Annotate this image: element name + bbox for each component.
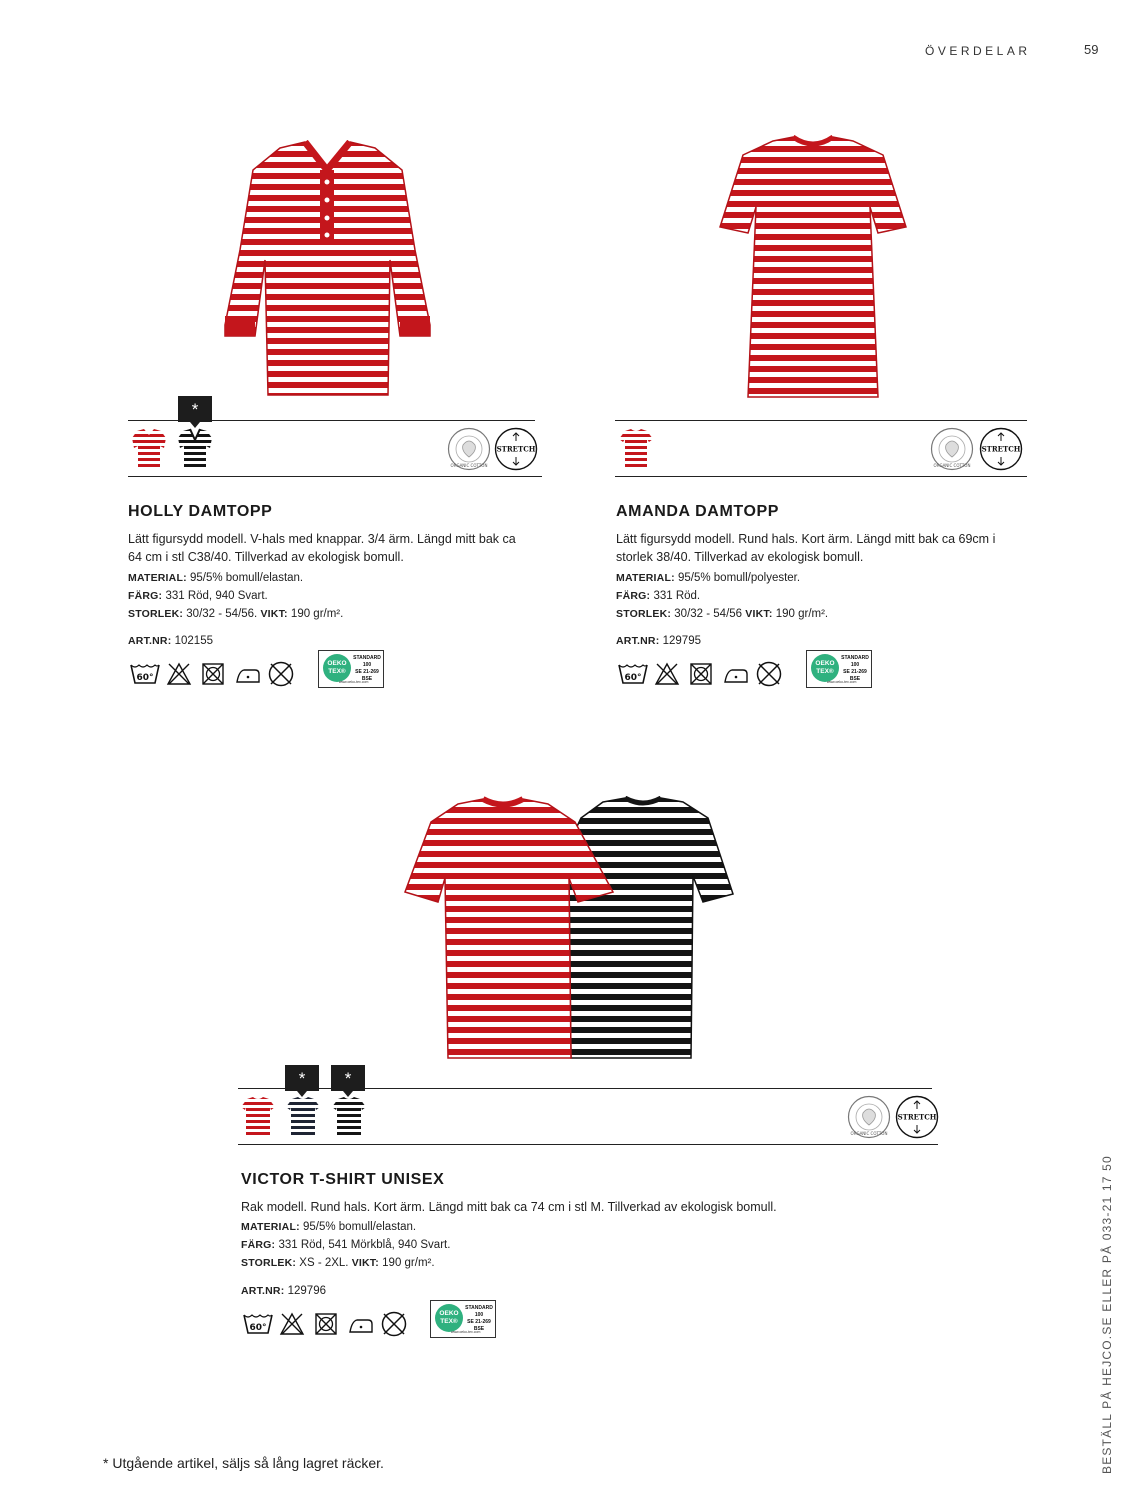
page-number: 59	[1084, 42, 1099, 57]
no-dry-clean-icon	[755, 660, 783, 688]
victor-title: VICTOR T-SHIRT UNISEX	[241, 1171, 445, 1188]
victor-black-discontinued-star: *	[331, 1065, 365, 1091]
amanda-bottom-rule	[615, 476, 1027, 477]
svg-text:60°: 60°	[249, 1323, 267, 1333]
wash-60-icon	[618, 662, 648, 686]
holly-discontinued-star: *	[178, 396, 212, 422]
no-dry-clean-icon	[380, 1310, 408, 1338]
victor-bottom-rule	[238, 1144, 938, 1145]
amanda-care-icons	[616, 656, 806, 692]
svg-text:ORGANIC COTTON: ORGANIC COTTON	[933, 463, 971, 468]
order-side-text: BESTÄLL PÅ HEJCO.SE ELLER PÅ 033-21 17 50	[1100, 1155, 1114, 1474]
svg-text:STRETCH: STRETCH	[496, 444, 536, 454]
amanda-description: Lätt figursydd modell. Rund hals. Kort ärm. Längd mitt bak ca 69cm i storlek 38/40. Tillverkad av ekologisk bomull.	[616, 532, 996, 564]
organic-cotton-badge-icon	[847, 1095, 891, 1139]
iron-low-icon	[722, 662, 750, 686]
organic-cotton-badge-icon	[447, 427, 491, 471]
stretch-badge-icon	[979, 427, 1023, 471]
victor-product-image	[403, 796, 738, 1061]
holly-care-icons	[128, 656, 318, 692]
wash-60-icon	[130, 662, 160, 686]
organic-cotton-badge-icon	[930, 427, 974, 471]
svg-text:STRETCH: STRETCH	[981, 444, 1021, 454]
amanda-color: FÄRG: 331 Röd.	[616, 590, 701, 602]
holly-color: FÄRG: 331 Röd, 940 Svart.	[128, 590, 268, 602]
wash-60-icon	[243, 1312, 273, 1336]
no-tumble-dry-icon	[314, 1312, 338, 1336]
holly-article-number: ART.NR: 102155	[128, 635, 213, 647]
holly-oeko-tex-badge: OEKO TEX® STANDARD 100 SE 21-269 BSE www.oeko-tex.com	[318, 650, 384, 688]
victor-care-icons	[241, 1306, 431, 1342]
no-dry-clean-icon	[267, 660, 295, 688]
amanda-article-number: ART.NR: 129795	[616, 635, 701, 647]
section-label: ÖVERDELAR	[925, 44, 1031, 58]
no-bleach-icon	[279, 1312, 305, 1336]
amanda-material: MATERIAL: 95/5% bomull/polyester.	[616, 572, 801, 584]
holly-swatch-red[interactable]	[131, 428, 167, 468]
holly-material: MATERIAL: 95/5% bomull/elastan.	[128, 572, 304, 584]
victor-article-number: ART.NR: 129796	[241, 1285, 326, 1297]
discontinued-footnote: * Utgående artikel, säljs så lång lagret räcker.	[103, 1455, 384, 1471]
victor-swatch-red[interactable]	[240, 1096, 276, 1136]
amanda-top-rule	[615, 420, 1027, 421]
amanda-title: AMANDA DAMTOPP	[616, 503, 780, 520]
victor-navy-discontinued-star: *	[285, 1065, 319, 1091]
no-bleach-icon	[654, 662, 680, 686]
svg-text:60°: 60°	[624, 673, 642, 683]
amanda-size-weight: STORLEK: 30/32 - 54/56 VIKT: 190 gr/m².	[616, 608, 829, 620]
amanda-product-image	[718, 135, 908, 400]
no-tumble-dry-icon	[201, 662, 225, 686]
holly-title: HOLLY DAMTOPP	[128, 503, 273, 520]
victor-oeko-tex-badge: OEKO TEX® STANDARD 100 SE 21-269 BSE www.oeko-tex.com	[430, 1300, 496, 1338]
svg-text:60°: 60°	[136, 673, 154, 683]
amanda-oeko-tex-badge: OEKO TEX® STANDARD 100 SE 21-269 BSE www.oeko-tex.com	[806, 650, 872, 688]
holly-swatch-black[interactable]	[177, 428, 213, 468]
no-bleach-icon	[166, 662, 192, 686]
victor-size-weight: STORLEK: XS - 2XL. VIKT: 190 gr/m².	[241, 1257, 435, 1269]
holly-description: Lätt figursydd modell. V-hals med knappar. 3/4 ärm. Längd mitt bak ca 64 cm i stl C38/40. Tillverkad av ekologisk bomull.	[128, 532, 516, 564]
amanda-swatch-red[interactable]	[618, 428, 654, 468]
victor-material: MATERIAL: 95/5% bomull/elastan.	[241, 1221, 417, 1233]
victor-color: FÄRG: 331 Röd, 541 Mörkblå, 940 Svart.	[241, 1239, 451, 1251]
svg-text:ORGANIC COTTON: ORGANIC COTTON	[850, 1131, 888, 1136]
stretch-badge-icon	[895, 1095, 939, 1139]
stretch-badge-icon	[494, 427, 538, 471]
no-tumble-dry-icon	[689, 662, 713, 686]
holly-product-image	[220, 140, 435, 400]
iron-low-icon	[347, 1312, 375, 1336]
svg-text:ORGANIC COTTON: ORGANIC COTTON	[450, 463, 488, 468]
svg-text:STRETCH: STRETCH	[897, 1112, 937, 1122]
holly-bottom-rule	[128, 476, 542, 477]
victor-swatch-navy[interactable]	[285, 1096, 321, 1136]
iron-low-icon	[234, 662, 262, 686]
victor-swatch-black[interactable]	[331, 1096, 367, 1136]
victor-description: Rak modell. Rund hals. Kort ärm. Längd mitt bak ca 74 cm i stl M. Tillverkad av ekologisk bomull.	[241, 1200, 777, 1214]
holly-size-weight: STORLEK: 30/32 - 54/56. VIKT: 190 gr/m².	[128, 608, 344, 620]
